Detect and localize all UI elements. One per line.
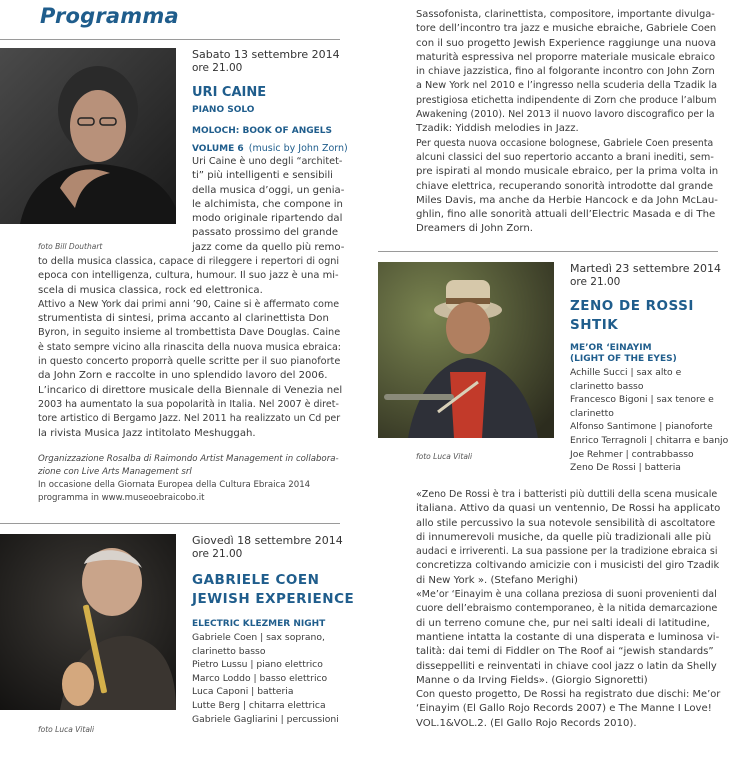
event3-bio-line: italiana. Attivo da quasi un ventennio, De Rossi ha applicato <box>416 503 721 515</box>
event1-project-line2: VOLUME 6 <box>192 144 244 154</box>
event2-bio-line: in chiave jazzistica, fino al folgorante incontro con John Zorn <box>416 66 715 78</box>
event2-bio-line: Awakening (2010). Nel 2013 il nuovo lavoro discografico per la <box>416 109 715 121</box>
event1-bio-line: to della musica classica, capace di rileggere i repertori di ogni <box>38 256 340 267</box>
event3-bio-line: VOL.1&VOL.2. (El Gallo Rojo Records 2010). <box>416 717 637 729</box>
lineup-item: Gabriele Gagliarini | percussioni <box>192 713 339 725</box>
event1-bio-line: le alchimista, che compone in <box>192 198 343 210</box>
event1-divider <box>0 523 340 524</box>
event2-artist-line1: GABRIELE COEN <box>192 572 320 588</box>
event1-bio-line: strumentista di sintesi, prima accanto al clarinettista Don <box>38 313 329 325</box>
event1-bio-line: Byron, in seguito insieme al trombettista Dave Douglas. Caine <box>38 327 341 339</box>
gabriele-coen-photo <box>0 534 176 710</box>
event1-bio-line: da John Zorn e raccolte in uno splendido lavoro del 2006. <box>38 370 328 382</box>
uri-caine-photo-caption: foto Bill Douthart <box>38 242 103 251</box>
org-line: programma in www.museoebraicobo.it <box>38 493 205 503</box>
event2-bio <box>416 8 718 237</box>
event2-lineup <box>192 631 339 726</box>
event2-project: ELECTRIC KLEZMER NIGHT <box>192 619 326 629</box>
lineup-item: Marco Loddo | basso elettrico <box>192 672 328 684</box>
event1-bio-line: è stato sempre vicino alla rinascita della nuova musica ebraica: <box>38 341 341 353</box>
event3-bio-line: «Me’or ‘Einayim è una collana preziosa di suoni provenienti dal <box>416 589 717 601</box>
event1-bio-wide <box>38 255 343 441</box>
lineup-item: Francesco Bigoni | sax tenore e <box>570 394 714 406</box>
event3-bio-line: di innumerevoli musiche, da quelle più tradizionali alle più <box>416 531 712 543</box>
event2-bio-line: Tzadik: Yiddish melodies in Jazz. <box>416 123 579 135</box>
event2-bio-line: alcuni classici del suo repertorio accanto a brani inediti, sem- <box>416 151 714 163</box>
lineup-item: Pietro Lussu | piano elettrico <box>192 659 323 671</box>
event1-organization <box>38 453 348 505</box>
event1-bio-line: la rivista Musica Jazz intitolato Meshuggah. <box>38 427 256 439</box>
org-line: In occasione della Giornata Europea della Cultura Ebraica 2014 <box>38 480 311 490</box>
event3-bio-line: mantiene intatta la costante di una disperata e luminosa vi- <box>416 631 720 643</box>
event2-artist-line2: JEWISH EXPERIENCE <box>192 591 355 607</box>
event2-time: ore 21.00 <box>192 548 243 560</box>
event2-date: Giovedì 18 settembre 2014 <box>192 534 343 547</box>
lineup-item: clarinetto basso <box>570 380 644 392</box>
zeno-de-rossi-photo-caption: foto Luca Vitali <box>416 452 473 461</box>
event3-bio-line: di New York ». (Stefano Merighi) <box>416 574 578 586</box>
lineup-item: Enrico Terragnoli | chitarra e banjo <box>570 434 729 446</box>
lineup-item: Alfonso Santimone | pianoforte <box>570 421 713 433</box>
event3-bio-line: ‘Einayim (El Gallo Rojo Records 2007) e The Manne I Love! <box>416 703 712 715</box>
event1-project-note: (music by John Zorn) <box>248 143 348 154</box>
event2-bio-line: a New York nel 2010 e l’ingresso nella scuderia della Tzadik la <box>416 80 718 92</box>
event2-bio-line: tore dell’incontro tra jazz e musiche ebraiche, Gabriele Coen <box>416 23 717 35</box>
page-title: Programma <box>40 4 179 28</box>
event3-bio-line: «Zeno De Rossi è tra i batteristi più duttili della scena musicale <box>416 489 718 500</box>
event1-bio-line: ti” più intelligenti e sensibili <box>192 170 333 182</box>
event1-bio-line: epoca con intelligenza, cultura, humour. Il suo jazz è una mi- <box>38 270 339 282</box>
event3-time: ore 21.00 <box>570 276 621 288</box>
lineup-item: clarinetto basso <box>192 645 266 657</box>
event3-lineup <box>570 366 728 475</box>
event1-bio-line: scela di musica classica, rock ed elettronica. <box>38 284 263 296</box>
lineup-item: Zeno De Rossi | batteria <box>570 462 681 474</box>
event3-bio-line: talità: dai temi di Fiddler on The Roof ai “jewish standards” <box>416 646 714 658</box>
event1-date: Sabato 13 settembre 2014 <box>192 48 340 61</box>
event2-bio-line: Sassofonista, clarinettista, compositore, importante divulga- <box>416 9 715 20</box>
event3-project-line1: ME’OR ‘EINAYIM <box>570 343 652 353</box>
event3-bio-line: allo stile percussivo la sua notevole sensibilità di ascoltatore <box>416 517 716 529</box>
event2-bio-line: ghlin, fino alle sonorità attuali dell’Electric Masada e di The <box>416 209 716 221</box>
event1-bio-line: Attivo a New York dai primi anni ’90, Caine si è affermato come <box>38 298 340 310</box>
event3-bio-line: concretizza coltivando amicizie con i musicisti del giro Tzadik <box>416 560 720 572</box>
event3-date: Martedì 23 settembre 2014 <box>570 262 721 275</box>
event2-bio-line: Per questa nuova occasione bolognese, Gabriele Coen presenta <box>416 137 714 149</box>
event2-bio-line: pre ispirati al mondo musicale ebraico, per la prima volta in <box>416 166 719 178</box>
event1-bio-line: 2003 ha aumentato la sua popolarità in Italia. Nel 2007 è diret- <box>38 398 339 410</box>
event1-artist: URI CAINE <box>192 85 267 100</box>
zeno-de-rossi-photo <box>378 262 554 438</box>
org-line: zione con Live Arts Management srl <box>38 467 192 477</box>
event2-bio-line: con il suo progetto Jewish Experience raggiunge una nuova <box>416 37 717 49</box>
event1-bio-line: tore artistico di Bergamo Jazz. Nel 2011 ha realizzato un Cd per <box>38 413 341 425</box>
title-divider <box>0 39 340 40</box>
event1-project-line1: MOLOCH: BOOK OF ANGELS <box>192 126 332 136</box>
event2-bio-line: maturità espressiva nel proporre materiale musicale ebraico <box>416 51 716 63</box>
lineup-item: Gabriele Coen | sax soprano, <box>192 632 325 643</box>
lineup-item: clarinetto <box>570 407 614 419</box>
gabriele-coen-photo-caption: foto Luca Vitali <box>38 725 95 734</box>
event1-time: ore 21.00 <box>192 62 243 74</box>
event1-bio-line: passato prossimo del grande <box>192 227 339 239</box>
event2-bio-line: chiave elettrica, recuperando sonorità introdotte dal grande <box>416 180 714 192</box>
event3-bio-line: Con questo progetto, De Rossi ha registrato due dischi: Me’or <box>416 689 721 701</box>
event2-bio-line: Dreamers di John Zorn. <box>416 223 533 235</box>
event2-bio-line: Miles Davis, ma anche da Herbie Hancock e da John McLau- <box>416 194 718 206</box>
uri-caine-photo <box>0 48 176 224</box>
event3-bio-line: disseppelliti e reinventati in chiave cool jazz o latin da Shelly <box>416 660 717 672</box>
event1-bio-line: jazz come da quello più remo- <box>192 241 345 253</box>
lineup-item: Lutte Berg | chitarra elettrica <box>192 699 326 711</box>
event1-format: PIANO SOLO <box>192 105 255 115</box>
org-line: Organizzazione Rosalba di Raimondo Artist Management in collabora- <box>38 454 339 464</box>
event1-bio-line: modo originale ripartendo dal <box>192 213 343 225</box>
event1-bio-line: L’incarico di direttore musicale della Biennale di Venezia nel <box>38 384 343 396</box>
event3-bio <box>416 488 720 731</box>
event1-bio-line: in questo concerto proporrà quelle scritte per il suo pianoforte <box>38 356 341 368</box>
lineup-item: Luca Caponi | batteria <box>192 686 294 698</box>
event2-divider <box>378 251 718 252</box>
event3-project-line2: (LIGHT OF THE EYES) <box>570 354 677 364</box>
lineup-item: Achille Succi | sax alto e <box>570 367 682 378</box>
event3-bio-line: Manne o da Irving Fields». (Giorgio Signoretti) <box>416 674 648 686</box>
event3-bio-line: cuore dell’ebraismo contemporaneo, è la nitida demarcazione <box>416 603 718 615</box>
event2-bio-line: prestigiosa etichetta indipendente di Zorn che produce l’album <box>416 94 717 106</box>
lineup-item: Joe Rehmer | contrabbasso <box>570 448 694 460</box>
event1-project-line2-row <box>192 136 348 155</box>
event1-bio-line: della musica d’oggi, un genia- <box>192 184 345 196</box>
event3-bio-line: di un terreno comune che, pur nei salti ideali di latitudine, <box>416 617 710 629</box>
event1-bio-narrow <box>192 155 344 255</box>
event3-bio-line: audaci e irriverenti. La sua passione per la tradizione ebraica si <box>416 546 718 558</box>
event3-artist-line2: SHTIK <box>570 317 619 333</box>
event3-artist-line1: ZENO DE ROSSI <box>570 298 694 314</box>
event1-bio-line: Uri Caine è uno degli “architet- <box>192 156 343 167</box>
